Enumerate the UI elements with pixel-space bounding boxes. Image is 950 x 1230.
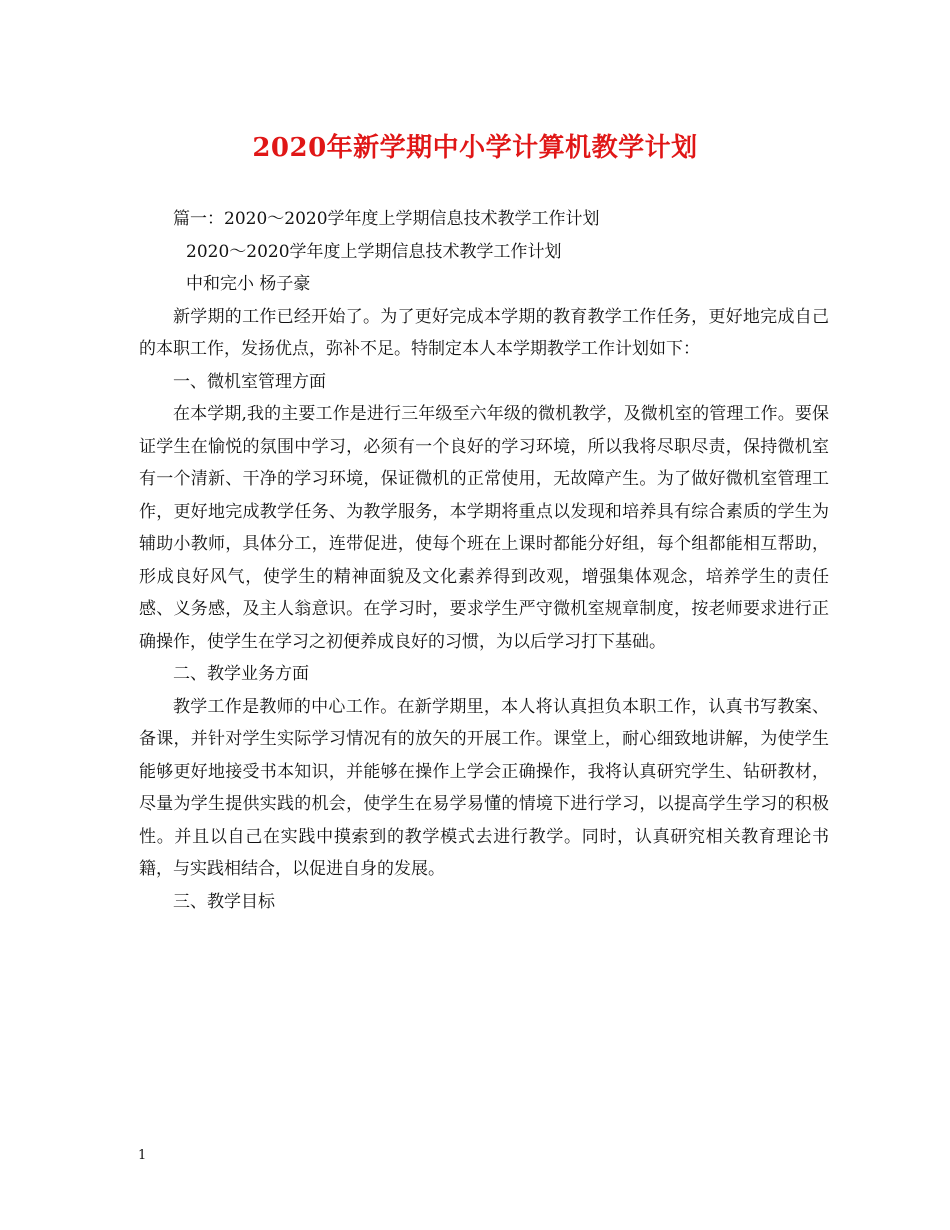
page-number: 1 <box>138 1148 147 1163</box>
section-heading-lab-management: 一、微机室管理方面 <box>173 371 326 392</box>
author-line: 中和完小 杨子豪 <box>186 274 311 294</box>
paragraph-lab-management: 在本学期,我的主要工作是进行三年级至六年级的微机教学，及微机室的管理工作。要保证学生在愉悦的氛围中学习，必须有一个良好的学习环境，所以我将尽职尽责，保持微机室有一个清新、干净的学习环境，保证微机的正常使用，无故障产生。为了做好微机室管理工作，更好地完成教学任务、为教学服务，本学期将重点以发现和培养具有综合素质的学生为辅助小教师，具体分工，连带促进，使每个班在上课时都能分好组，每个组都能相互帮助，形成良好风气，使学生的精神面貌及文化素养得到改观，增强集体观念，培养学生的责任感、义务感，及主人翁意识。在学习时，要求学生严守微机室规章制度，按老师要求进行正确操作，使学生在学习之初便养成良好的习惯，为以后学习打下基础。 <box>139 404 829 652</box>
document-title: 2020年新学期中小学计算机教学计划 <box>252 133 698 163</box>
section-heading-teaching-goals: 三、教学目标 <box>173 891 275 912</box>
article-label: 篇一：2020～2020学年度上学期信息技术教学工作计划 <box>173 209 600 229</box>
article-subtitle: 2020～2020学年度上学期信息技术教学工作计划 <box>186 241 562 262</box>
paragraph-intro: 新学期的工作已经开始了。为了更好完成本学期的教育教学工作任务，更好地完成自己的本职工作，发扬优点，弥补不足。特制定本人本学期教学工作计划如下： <box>139 306 829 359</box>
paragraph-teaching-work: 教学工作是教师的中心工作。在新学期里，本人将认真担负本职工作，认真书写教案、备课，并针对学生实际学习情况有的放矢的开展工作。课堂上，耐心细致地讲解，为使学生能够更好地接受书本知识，并能够在操作上学会正确操作，我将认真研究学生、钻研教材，尽量为学生提供实践的机会，使学生在易学易懂的情境下进行学习，以提高学生学习的积极性。并且以自己在实践中摸索到的教学模式去进行教学。同时，认真研究相关教育理论书籍，与实践相结合，以促进自身的发展。 <box>139 696 829 879</box>
section-heading-teaching-work: 二、教学业务方面 <box>173 664 309 684</box>
document-body <box>139 203 829 918</box>
